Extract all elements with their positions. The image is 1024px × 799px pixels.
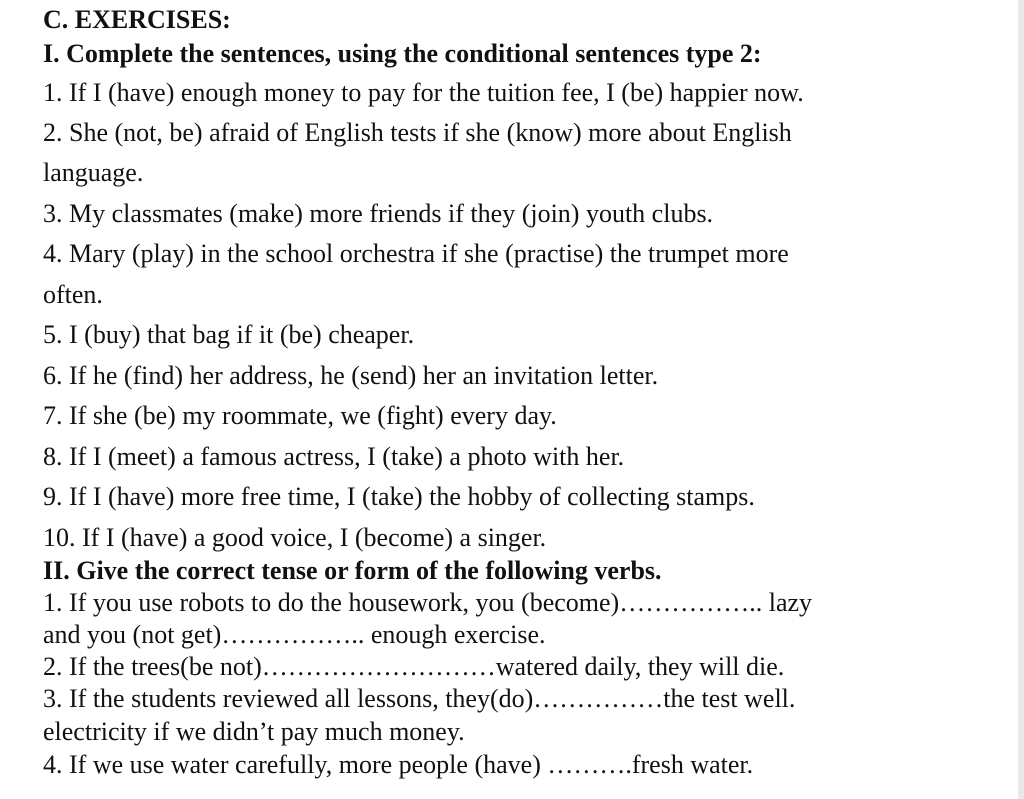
part1-heading: I. Complete the sentences, using the conditional sentences type 2:	[43, 39, 762, 68]
part2-heading: II. Give the correct tense or form of the following verbs.	[43, 556, 662, 585]
part2-item-1-cont: and you (not get)…………….. enough exercise.	[43, 620, 546, 649]
part2-item-4: 4. If we use water carefully, more people (have) ……….fresh water.	[43, 750, 754, 779]
part2-item-3-cont: electricity if we didn’t pay much money.	[43, 717, 465, 746]
part1-item-5: 5. I (buy) that bag if it (be) cheaper.	[43, 320, 415, 349]
part2-item-1: 1. If you use robots to do the housework, you (become)…………….. lazy	[43, 588, 813, 617]
part1-item-2-cont: language.	[43, 158, 144, 187]
part1-item-2: 2. She (not, be) afraid of English tests if she (know) more about English	[43, 118, 792, 147]
part1-item-1: 1. If I (have) enough money to pay for the tuition fee, I (be) happier now.	[43, 78, 804, 107]
part1-item-4-cont: often.	[43, 280, 103, 309]
page-right-edge	[1018, 0, 1024, 799]
part1-item-8: 8. If I (meet) a famous actress, I (take) a photo with her.	[43, 442, 625, 471]
part2-item-3: 3. If the students reviewed all lessons, they(do)……………the test well.	[43, 684, 796, 713]
part1-item-7: 7. If she (be) my roommate, we (fight) every day.	[43, 401, 557, 430]
part1-item-6: 6. If he (find) her address, he (send) her an invitation letter.	[43, 361, 659, 390]
part2-item-2: 2. If the trees(be not)………………………watered daily, they will die.	[43, 652, 785, 681]
part1-item-9: 9. If I (have) more free time, I (take) the hobby of collecting stamps.	[43, 482, 755, 511]
part1-item-3: 3. My classmates (make) more friends if they (join) youth clubs.	[43, 199, 714, 228]
part1-item-4: 4. Mary (play) in the school orchestra if she (practise) the trumpet more	[43, 239, 789, 268]
part1-item-10: 10. If I (have) a good voice, I (become) a singer.	[43, 523, 547, 552]
section-title: C. EXERCISES:	[43, 5, 231, 34]
